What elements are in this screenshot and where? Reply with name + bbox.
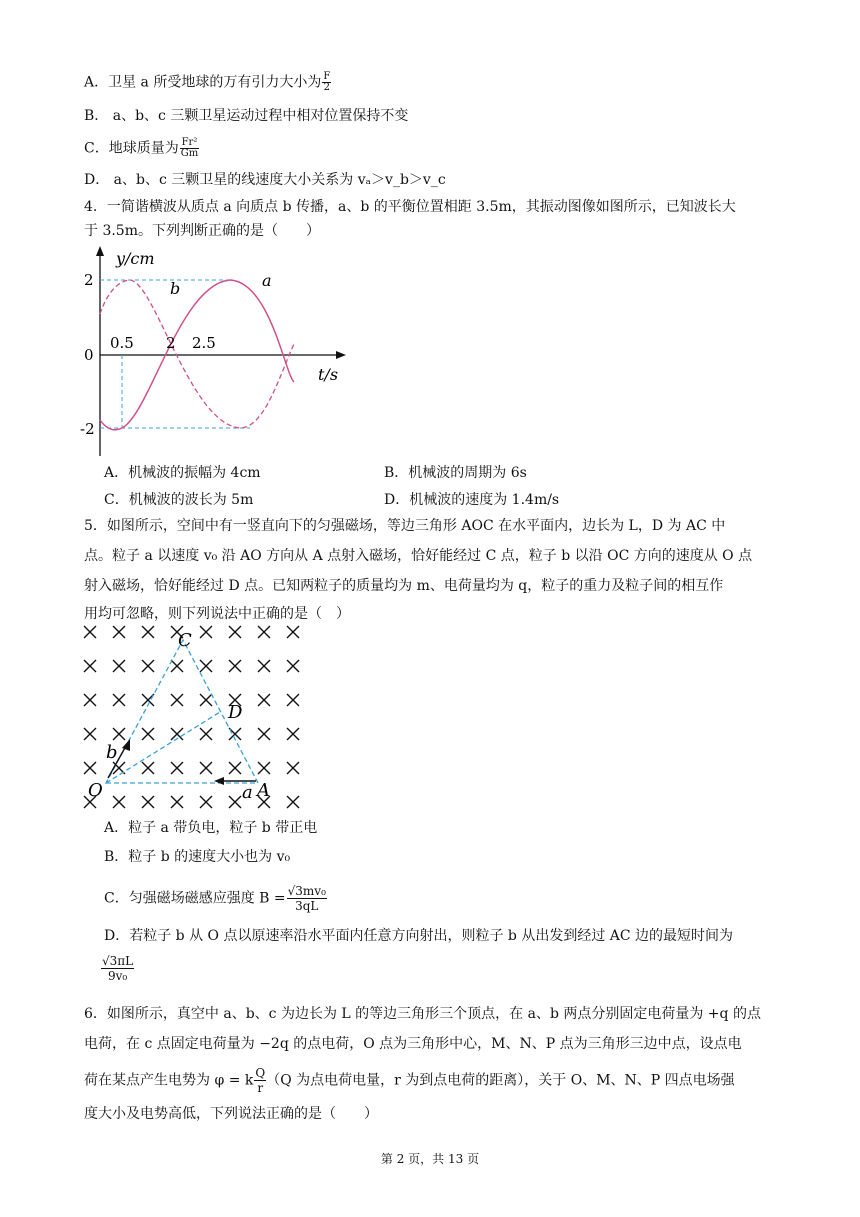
field-cross	[200, 762, 212, 774]
frac-num: Q	[255, 1066, 266, 1080]
q6-stem-line2: 电荷，在 c 点固定电荷量为 −2q 的点电荷，O 点为三角形中心，M、N、P 点为三角形三边中点，设点电	[84, 1036, 742, 1052]
field-cross	[113, 626, 125, 638]
q5-option-d-frac	[101, 954, 134, 983]
q3-option-b: B． a、b、c 三颗卫星运动过程中相对位置保持不变	[84, 108, 409, 124]
q4-option-c: C．机械波的波长为 5m	[104, 492, 254, 508]
label-a-vertex: A	[257, 780, 270, 801]
field-cross	[171, 660, 183, 672]
y-axis-arrow	[96, 246, 104, 256]
tick-t2: 2	[166, 334, 176, 352]
q6-stem-line3	[84, 1066, 735, 1095]
frac-num: √3mv₀	[287, 884, 326, 898]
field-cross	[229, 626, 241, 638]
q4-option-b: B．机械波的周期为 6s	[384, 465, 527, 481]
q3-option-c-frac	[180, 138, 199, 159]
field-cross	[258, 626, 270, 638]
field-cross	[113, 694, 125, 706]
field-cross	[258, 660, 270, 672]
q5-option-d: D．若粒子 b 从 O 点以原速率沿水平面内任意方向射出，则粒子 b 从出发到经过 AC 边的最短时间为	[104, 928, 734, 944]
label-particle-a: a	[242, 782, 253, 803]
field-cross	[200, 626, 212, 638]
field-cross	[258, 728, 270, 740]
q3-option-a-text: A．卫星 a 所受地球的万有引力大小为	[84, 74, 322, 91]
tick-t25: 2.5	[192, 334, 216, 352]
frac-den: Gm	[180, 148, 199, 159]
field-cross	[142, 796, 154, 808]
q5-option-d-frac-line	[100, 954, 134, 983]
field-cross	[229, 796, 241, 808]
label-particle-b: b	[106, 742, 118, 763]
field-cross	[287, 762, 299, 774]
q3-option-c-text: C．地球质量为	[84, 140, 179, 157]
q5-magnetic-field-diagram	[80, 620, 310, 820]
x-axis-label: t/s	[318, 365, 339, 384]
q4-option-a: A．机械波的振幅为 4cm	[104, 465, 261, 481]
x-axis-arrow	[336, 351, 346, 359]
field-cross	[113, 796, 125, 808]
field-cross	[84, 626, 96, 638]
q3-option-a-frac	[322, 72, 331, 93]
q5-stem-line1: 5．如图所示，空间中有一竖直向下的匀强磁场，等边三角形 AOC 在水平面内，边长为 L，D 为 AC 中	[84, 518, 726, 534]
field-cross	[229, 660, 241, 672]
field-cross	[142, 728, 154, 740]
field-cross	[287, 626, 299, 638]
field-cross	[229, 762, 241, 774]
field-cross	[200, 796, 212, 808]
tick-t05: 0.5	[110, 334, 134, 352]
q4-option-d: D．机械波的速度为 1.4m/s	[384, 492, 560, 508]
field-cross	[287, 694, 299, 706]
curve-a-label: a	[262, 271, 272, 290]
field-cross	[84, 694, 96, 706]
q5-stem-line4: 用均可忽略，则下列说法中正确的是（ ）	[84, 606, 350, 622]
q6-stem-line1: 6．如图所示，真空中 a、b、c 为边长为 L 的等边三角形三个顶点，在 a、b 两点分别固定电荷量为 +q 的点	[84, 1006, 761, 1022]
field-cross	[142, 626, 154, 638]
curve-b-label: b	[170, 279, 181, 298]
field-cross	[142, 660, 154, 672]
field-cross	[113, 728, 125, 740]
q4-vibration-graph	[80, 244, 360, 460]
field-cross	[200, 728, 212, 740]
frac-num: Fr²	[181, 137, 198, 148]
tick-y2: 2	[84, 271, 94, 289]
q5-option-a: A．粒子 a 带负电，粒子 b 带正电	[104, 820, 318, 836]
q6-line3-part2: （Q 为点电荷电量，r 为到点电荷的距离），关于 O、M、N、P 四点电场强	[266, 1072, 735, 1089]
field-cross	[258, 762, 270, 774]
arrow-a-head	[214, 777, 224, 785]
field-cross	[287, 660, 299, 672]
frac-den: 9v₀	[107, 969, 128, 983]
q4-stem-line2: 于 3.5m。下列判断正确的是（ ）	[84, 223, 320, 239]
q5-stem-line3: 射入磁场，恰好能经过 D 点。已知两粒子的质量均为 m、电荷量均为 q，粒子的重力及粒子间的相互作	[84, 578, 724, 594]
label-c: C	[178, 630, 192, 651]
q4-stem-line1: 4．一简谐横波从质点 a 向质点 b 传播，a、b 的平衡位置相距 3.5m，其振动图像如图所示，已知波长大	[84, 199, 736, 215]
q5-option-c	[104, 884, 327, 913]
frac-num: F	[323, 71, 331, 82]
q6-stem-line4: 度大小及电势高低，下列说法正确的是（ ）	[84, 1106, 378, 1122]
field-cross	[258, 694, 270, 706]
field-cross	[171, 694, 183, 706]
field-cross	[142, 762, 154, 774]
field-cross	[84, 660, 96, 672]
page-footer: 第 2 页，共 13 页	[380, 1152, 480, 1166]
frac-den: 3qL	[295, 899, 319, 913]
frac-num: √3πL	[102, 954, 134, 968]
frac-den: r	[257, 1081, 264, 1095]
q5-option-c-frac	[287, 884, 327, 913]
field-cross	[113, 660, 125, 672]
field-cross	[200, 660, 212, 672]
q6-potential-frac	[254, 1066, 266, 1095]
field-cross	[200, 694, 212, 706]
field-cross	[84, 728, 96, 740]
field-cross	[287, 728, 299, 740]
field-cross	[171, 762, 183, 774]
q5-stem-line2: 点。粒子 a 以速度 v₀ 沿 AO 方向从 A 点射入磁场，恰好能经过 C 点，粒子 b 以沿 OC 方向的速度从 O 点	[84, 548, 753, 564]
tick-y0: 0	[84, 346, 94, 364]
y-axis-label: y/cm	[116, 249, 155, 268]
arrow-b-head	[122, 739, 130, 751]
q3-option-a	[84, 72, 331, 93]
field-cross	[171, 796, 183, 808]
q3-option-c	[84, 138, 199, 159]
label-d: D	[228, 702, 243, 723]
frac-den: 2	[323, 82, 331, 93]
q5-option-c-text: C．匀强磁场磁感应强度 B =	[104, 890, 286, 907]
q3-option-d: D． a、b、c 三颗卫星的线速度大小关系为 vₐ＞v_b＞v_c	[84, 172, 446, 188]
tick-yneg2: -2	[80, 420, 95, 438]
field-cross	[84, 762, 96, 774]
q6-line3-part1: 荷在某点产生电势为 φ = k	[84, 1072, 254, 1089]
label-o: O	[88, 780, 103, 801]
q5-option-b: B．粒子 b 的速度大小也为 v₀	[104, 849, 291, 865]
field-cross	[287, 796, 299, 808]
